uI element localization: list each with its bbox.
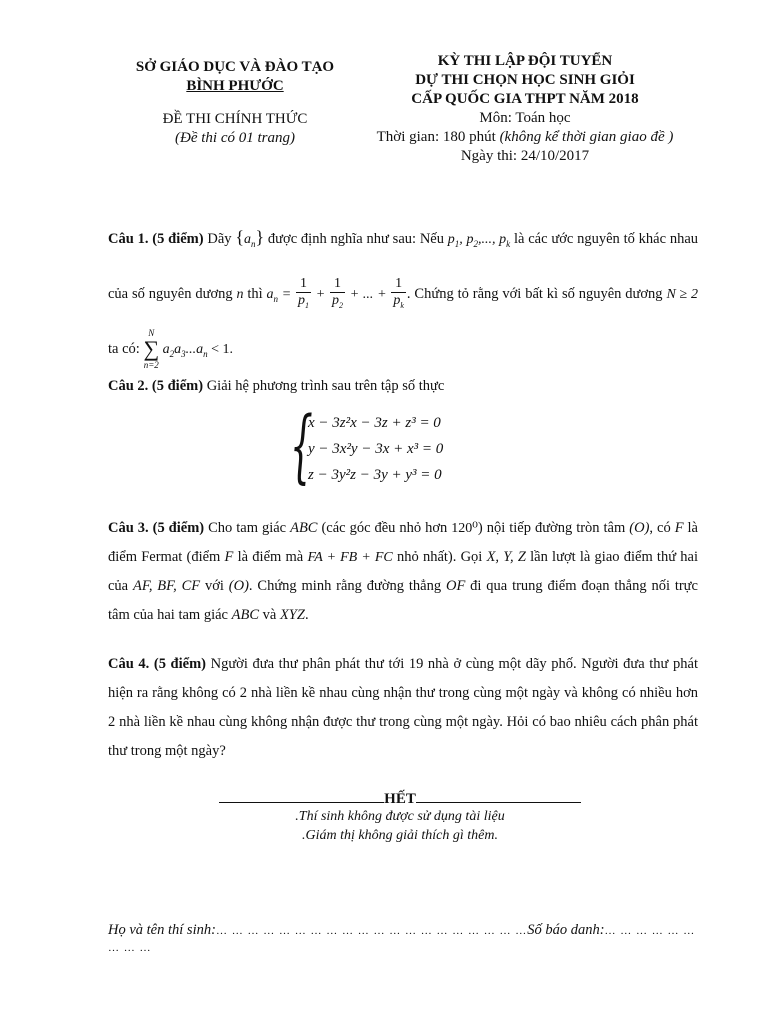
candidate-id-label: Số báo danh: [527,922,605,938]
candidate-name-dots: … … … … … … … … … … … … … … … … … … … … [215,925,528,937]
exam-title-line3: CẤP QUỐC GIA THPT NĂM 2018 [411,91,639,107]
primes-list: $p_1$, $p_2$,..., $p_k$ [447,232,511,249]
candidate-name-label: Họ và tên thí sinh: [108,922,216,938]
question-2-text: Giải hệ phương trình sau trên tập số thực [203,378,445,394]
pages-note: (Đề thi có 01 trang) [175,130,295,146]
note-no-explanation: .Giám thị không giải thích gì thêm. [302,828,498,843]
question-3-label: Câu 3. (5 điểm) [108,520,205,536]
lines-af-bf-cf: AF, BF, CF [132,578,201,594]
end-label: HẾT [384,791,416,807]
question-3-text: là điểm Fermat (điểm [108,520,698,565]
exam-date: Ngày thi: 24/10/2017 [460,148,590,164]
question-3-text: ) nội tiếp đường tròn tâm [477,520,630,536]
sequence-symbol: $\{a_n\}$ [235,227,265,249]
dept-province: BÌNH PHƯỚC [186,78,284,94]
header-left [100,58,370,148]
angle-value: 120⁰ [451,521,478,536]
candidate-info [108,922,708,956]
question-3-text: với [200,578,229,594]
dept-name: SỞ GIÁO DỤC VÀ ĐÀO TẠO [135,59,335,75]
time-limit-text: Thời gian: 180 phút [376,129,496,145]
point-f: F [224,549,234,565]
exam-notes [200,807,600,845]
question-1-text: là các ước nguyên tố khác nhau của số nguyên dương [108,231,699,302]
triangle-abc: ABC [231,607,259,623]
points-xyz: X, Y, Z [486,549,526,565]
brace-symbol: { [290,399,313,492]
n-symbol: n [236,286,244,302]
question-1-text: . Chứng tỏ rằng với bất kì số nguyên dương [406,285,667,302]
divider [219,788,384,803]
question-1-text: Dãy [203,231,236,247]
inequality-end: < 1. [207,341,234,357]
question-3 [108,514,698,630]
distance-sum: FA + FB + FC [307,550,393,565]
end-marker [200,788,600,808]
question-3-text: , có [649,520,675,536]
equation-2: y − 3x²y − 3x + x³ = 0 [308,441,444,457]
question-3-text: Cho tam giác [204,520,291,536]
point-f: F [674,520,684,536]
note-no-materials: .Thí sinh không được sử dụng tài liệu [295,809,505,824]
triangle-xyz: XYZ [279,607,305,623]
divider [416,788,581,803]
candidate-id-dots: … … … … … … … … … [108,925,696,954]
official-exam-label: ĐỀ THI CHÍNH THỨC [162,111,308,127]
equation-3: z − 3y²z − 3y + y³ = 0 [308,467,442,483]
exam-title-line2: DỰ THI CHỌN HỌC SINH GIỎI [415,72,635,88]
question-3-text: (các góc đều nhỏ hơn [317,520,452,536]
circle-o: (O) [629,520,650,536]
question-3-text: lần lượt là giao điểm thứ hai của [108,549,699,594]
circle-o: (O) [228,578,249,594]
question-1-text: thì [243,285,267,302]
question-3-text: . [304,607,309,623]
question-2 [108,376,698,492]
exam-title-line1: KỲ THI LẬP ĐỘI TUYỂN [437,53,613,69]
question-1-text: được định nghĩa như sau: Nếu [264,231,448,247]
question-1 [108,212,698,378]
time-limit [345,128,705,147]
subject: Môn: Toán học [479,110,571,126]
equation-1: x − 3z²x − 3z + z³ = 0 [308,415,441,431]
question-3-text: là điểm mà [233,549,308,565]
question-4-label: Câu 4. (5 điểm) [108,656,206,672]
header-right [345,52,705,166]
question-4-text: Người đưa thư phân phát thư tới 19 nhà ở cùng một dãy phố. Người đưa thư phát hiện ra rằng không có 2 nhà liền kề nhau cùng nhận thư trong cùng một ngày và không có nhiều hơn 2 nhà liền kề nhau cùng không nhận được thư trong cùng một ngày. Hỏi có bao nhiêu cách phân phát thư trong một ngày? [108,656,698,759]
line-of: OF [445,578,466,594]
question-3-text: đi qua trung điểm đoạn thẳng nối trực tâm của hai tam giác [108,578,698,623]
triangle-abc: ABC [290,520,318,536]
question-3-text: và [259,607,280,623]
question-1-text: ta có: [108,340,144,357]
inequality-formula: N ∑ n=2 $a_2a_3...a_n < 1$. [143,328,234,371]
time-limit-note: (không kể thời gian giao đề ) [499,129,674,145]
question-3-text: nhỏ nhất). Gọi [392,549,487,565]
sequence-formula: $a_n$ = $\frac{1}{p_1}$ + $\frac{1}{p_2}$ + ... + $\frac{1}{p_k}$ [266,275,404,310]
equation-system [290,399,698,492]
question-1-label: Câu 1. (5 điểm) [108,231,204,247]
question-4 [108,650,698,766]
question-2-label: Câu 2. (5 điểm) [108,378,204,394]
condition-formula: N ≥ 2 [666,286,698,302]
question-3-text: . Chứng minh rằng đường thẳng [248,578,446,594]
